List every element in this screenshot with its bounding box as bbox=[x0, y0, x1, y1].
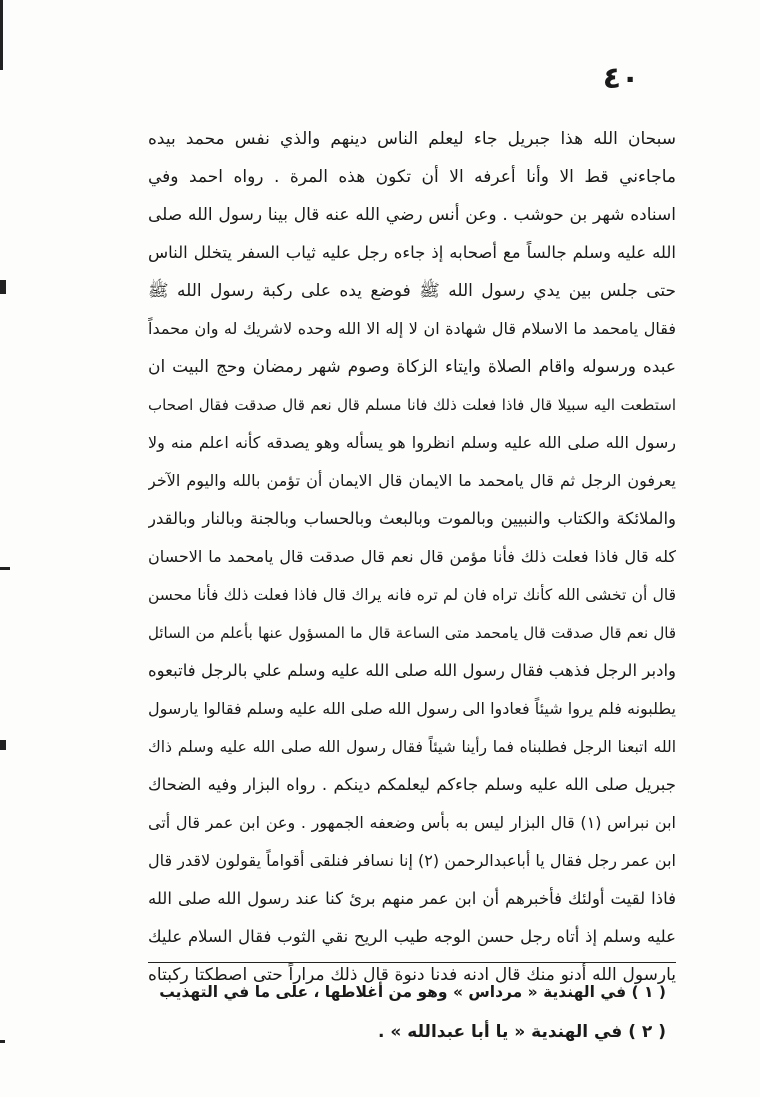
text-line: فقال يامحمد ما الاسلام قال شهادة ان لا إله الا الله وحده لاشريك له وان محمداً bbox=[148, 319, 676, 338]
text-line: الله اتبعنا الرجل فطلبناه فما رأينا شيئاً فقال رسول الله صلى الله عليه وسلم ذاك bbox=[148, 738, 676, 756]
text-line: ابن نبراس (١) قال البزار ليس به بأس وضعفه الجمهور . وعن ابن عمر قال أتى bbox=[148, 813, 676, 832]
page-number: ٤٠ bbox=[602, 61, 640, 96]
text-line: والملائكة والكتاب والنبيين وبالموت وبالبعث وبالحساب وبالجنة وبالنار وبالقدر bbox=[148, 509, 676, 528]
text-line: استطعت اليه سبيلا قال فاذا فعلت ذلك فانا مسلم قال نعم قال صدقت فقال اصحاب bbox=[148, 396, 676, 414]
text-line: قال نعم قال صدقت قال يامحمد متى الساعة قال ما المسؤول عنها بأعلم من السائل bbox=[148, 624, 676, 642]
text-line: قال أن تخشى الله كأنك تراه فان لم تره فانه يراك قال فاذا فعلت ذلك فأنا محسن bbox=[148, 586, 676, 604]
scan-edge-mark bbox=[0, 280, 6, 294]
text-line: كله قال فاذا فعلت ذلك فأنا مؤمن قال نعم قال صدقت قال يامحمد ما الاحسان bbox=[148, 547, 676, 566]
scan-edge-mark bbox=[0, 1040, 5, 1043]
text-line: ابن عمر رجل فقال يا أباعبدالرحمن (٢) إنا نسافر فنلقى أقواماً يقولون لاقدر قال bbox=[148, 851, 676, 870]
text-line: يعرفون الرجل ثم قال يامحمد ما الايمان قال الايمان أن تؤمن بالله واليوم الآخر bbox=[148, 471, 676, 490]
text-line: وادبر الرجل فذهب فقال رسول الله صلى الله عليه وسلم علي بالرجل فاتبعوه bbox=[148, 661, 676, 680]
text-line: ماجاءني قط الا وأنا أعرفه الا أن تكون هذه المرة . رواه احمد وفي bbox=[148, 167, 676, 187]
footnotes bbox=[148, 972, 676, 1052]
text-line: رسول الله صلى الله عليه وسلم انظروا هو يسأله وهو يصدقه كأنه اعلم منه ولا bbox=[148, 433, 676, 452]
scan-edge-mark bbox=[0, 567, 10, 570]
footnote-divider bbox=[148, 962, 676, 963]
body-text bbox=[148, 120, 676, 994]
scan-edge-mark bbox=[0, 0, 3, 70]
text-line: جبريل صلى الله عليه وسلم جاءكم ليعلمكم دينكم . رواه البزار وفيه الضحاك bbox=[148, 775, 676, 794]
scan-edge-mark bbox=[0, 740, 6, 750]
text-line: سبحان الله هذا جبريل جاء ليعلم الناس دينهم والذي نفس محمد بيده bbox=[148, 129, 676, 149]
text-line: عبده ورسوله واقام الصلاة وايتاء الزكاة وصوم شهر رمضان وحج البيت ان bbox=[148, 357, 676, 377]
text-line: فاذا لقيت أولئك فأخبرهم أن ابن عمر منهم برئ كنا عند رسول الله صلى الله bbox=[148, 889, 676, 908]
footnote-1: ( ١ ) في الهندية « مرداس » وهو من أغلاطها ، على ما في التهذيب bbox=[159, 983, 666, 1001]
text-line: يطلبونه فلم يروا شيئاً فعادوا الى رسول الله صلى الله عليه وسلم فقالوا يارسول bbox=[148, 699, 676, 718]
footnote-2: ( ٢ ) في الهندية « يا أبا عبدالله » . bbox=[378, 1022, 666, 1042]
text-line: اسناده شهر بن حوشب . وعن أنس رضي الله عنه قال بينا رسول الله صلى bbox=[148, 205, 676, 225]
text-line: حتى جلس بين يدي رسول الله ﷺ فوضع يده على ركبة رسول الله ﷺ bbox=[148, 281, 676, 301]
text-line: الله عليه وسلم جالساً مع أصحابه إذ جاءه رجل عليه ثياب السفر يتخلل الناس bbox=[148, 243, 676, 262]
text-line: عليه وسلم إذ أتاه رجل حسن الوجه طيب الريح نقي الثوب فقال السلام عليك bbox=[148, 927, 676, 946]
text-line: يارسول الله أدنو منك قال ادنه فدنا دنوة قال ذلك مراراً حتى اصطكتا ركبتاه bbox=[148, 965, 676, 985]
